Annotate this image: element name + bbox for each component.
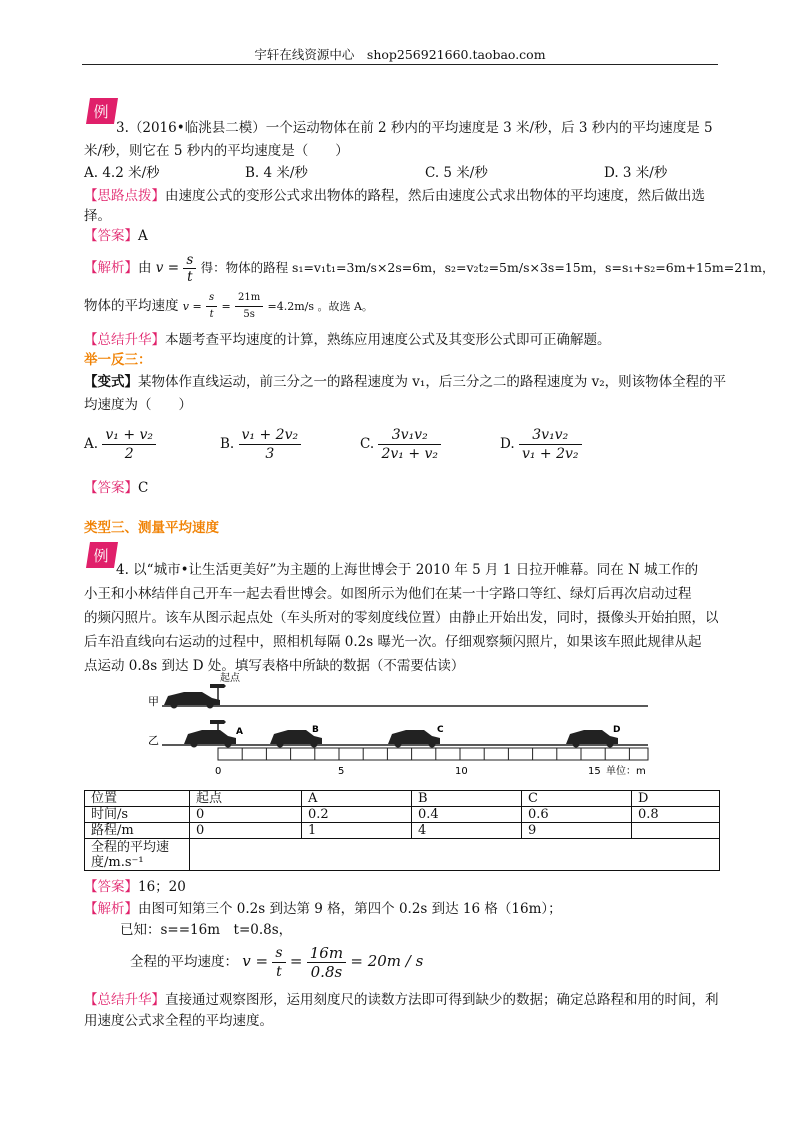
table-row-average [85,839,720,871]
practice-option-d: D. $\frac{\text{3v₁v₂}}{\text{v₁ + 2v₂}}$ [500,425,582,463]
table-cell-average-value [190,839,720,871]
table-cell: B [412,791,522,807]
car-c [388,725,444,748]
practice-answer [84,478,148,498]
answer-text: A [138,228,148,244]
table-row [85,791,720,807]
variant-tag: 【变式】 [84,374,138,390]
q3-explain-line2 [84,290,373,323]
tick-5: 5 [338,766,345,777]
label-yi: 乙 [148,734,159,747]
q3-line2: 米/秒，则它在 5 秒内的平均速度是（ ） [84,143,349,159]
data-table [84,790,720,871]
table-cell [632,823,720,839]
practice-question-line2: 均速度为（ ） [84,397,192,413]
svg-text:D: D [613,725,621,735]
table-cell-average-label [85,839,190,871]
svg-text:例: 例 [93,547,109,565]
variant-text: 某物体作直线运动，前三分之一的路程速度为 v₁，后三分之二的路程速度为 v₂，则该物体全程的平 [138,374,727,390]
header-divider [82,64,718,65]
q4-line2: 小王和小林结伴自己开车一起去看世博会。如图所示为他们在某一十字路口等红、绿灯后再次启动过程 [84,586,692,602]
explain-text: 得：物体的路程 s₁=v₁t₁=3m/s×2s=6m，s₂=v₂t₂=5m/s×3s=15m，s=s₁+s₂=6m+15m=21m， [200,260,775,275]
table-cell: A [302,791,412,807]
q3-explain-line1 [84,252,775,285]
q3-option-c: C. 5 米/秒 [425,165,488,181]
summary-text: 本题考查平均速度的计算，熟练应用速度公式及其变形公式即可正确解题。 [165,332,611,348]
answer-text: C [138,480,149,496]
label-jia: 甲 [148,695,159,708]
table-cell: D [632,791,720,807]
type3-title: 类型三、测量平均速度 [84,520,219,536]
avg-label-part1: 全程的平均速 [91,839,170,855]
strobe-photo-figure [140,672,680,782]
q4-avg-speed: 全程的平均速度： v = $\frac{s}{t}$ = $\frac{16m}{0.8s}$ = 20m / s [130,944,424,981]
car-d [566,725,620,748]
q3-option-a: A. 4.2 米/秒 [84,165,160,181]
formula-fraction-st: $\frac{s}{t}$ [206,290,217,323]
svg-text:C: C [437,725,444,735]
table-cell: C [522,791,632,807]
hint-text: 由速度公式的变形公式求出物体的路程，然后由速度公式求出物体的平均速度，然后做出选 [165,188,705,204]
q4-known: 已知：s==16m t=0.8s， [120,922,293,938]
answer-tag: 【答案】 [84,228,138,244]
table-cell: 0.8 [632,807,720,823]
formula-eq: = [221,300,231,313]
start-label: 起点 [220,673,240,684]
formula-result: =4.2m/s 。故选 A。 [267,300,373,313]
q3-hint-line1 [84,186,705,206]
table-cell: 4 [412,823,522,839]
summary-tag: 【总结升华】 [84,332,165,348]
practice-option-c: C. $\frac{\text{3v₁v₂}}{\text{2v₁ + v₂}}$ [360,425,441,463]
q3-option-b: B. 4 米/秒 [245,165,308,181]
q4-answer: 【答案】16；20 [84,879,186,895]
explain-tag: 【解析】 [84,260,138,276]
table-cell: 1 [302,823,412,839]
avg-label-part2: 度/m.s⁻¹ [91,854,144,870]
table-cell: 起点 [190,791,302,807]
table-cell: 0 [190,823,302,839]
practice-option-b: B. $\frac{\text{v₁ + 2v₂}}{3}$ [220,425,301,463]
q3-line1: 3.（2016•临洮县二模）一个运动物体在前 2 秒内的平均速度是 3 米/秒，后 3 秒内的平均速度是 5 [116,120,713,136]
table-cell: 0.6 [522,807,632,823]
table-cell: 0.4 [412,807,522,823]
example-badge-2 [84,540,120,570]
q4-line1: 4. 以“城市•让生活更美好”为主题的上海世博会于 2010 年 5 月 1 日拉开帷幕。同在 N 城工作的 [116,562,699,578]
tick-15: 15 [588,766,601,777]
table-cell: 9 [522,823,632,839]
table-cell: 0 [190,807,302,823]
hint-tag: 【思路点拨】 [84,188,165,204]
badge-text: 例 [93,103,109,121]
practice-title: 举一反三： [84,352,152,368]
table-cell: 时间/s [85,807,190,823]
q4-line4: 后车沿直线向右运动的过程中，照相机每隔 0.2s 曝光一次。仔细观察频闪照片，如果该车照此规律从起 [84,634,702,650]
q3-option-d: D. 3 米/秒 [604,165,668,181]
svg-text:A: A [236,727,243,737]
formula-v: v = [155,260,180,276]
table-cell: 位置 [85,791,190,807]
example-badge [84,96,120,126]
answer-tag: 【答案】 [84,480,138,496]
formula-v2: v = [182,300,202,313]
table-cell: 0.2 [302,807,412,823]
q3-summary [84,330,611,350]
table-row [85,823,720,839]
page-header: 宇轩在线资源中心 shop256921660.taobao.com [254,47,546,62]
q4-line3: 的频闪照片。该车从图示起点处（车头所对的零刻度线位置）由静止开始出发，同时，摄像头开始拍照，以 [84,610,719,626]
q4-explain: 【解析】由图可知第三个 0.2s 到达第 9 格，第四个 0.2s 到达 16 格（16m）； [84,901,562,917]
formula-fraction: $\frac{s}{t}$ [183,252,196,285]
svg-text:B: B [312,725,319,735]
q4-line5: 点运动 0.8s 到达 D 处。填写表格中所缺的数据（不需要估读） [84,658,465,674]
practice-option-a: A. $\frac{\text{v₁ + v₂}}{2}$ [84,425,156,463]
avg-speed-label: 物体的平均速度 [84,298,179,314]
table-cell: 路程/m [85,823,190,839]
practice-question-line1 [84,372,726,392]
q4-summary-line2: 用速度公式求全程的平均速度。 [84,1013,273,1029]
car-a [236,727,243,737]
car-b [270,725,322,748]
tick-10: 10 [455,766,468,777]
formula-fraction-values: $\frac{21m}{5s}$ [235,290,263,323]
q3-hint-line2: 择。 [84,208,111,224]
ruler [218,748,648,760]
tick-0: 0 [215,766,222,777]
table-row [85,807,720,823]
q3-answer [84,226,148,246]
unit-label: 单位：m [606,766,646,777]
q4-summary-line1: 【总结升华】直接通过观察图形，运用刻度尺的读数方法即可得到缺少的数据；确定总路程和用的时间，利 [84,992,719,1008]
explain-prefix: 由 [138,260,152,276]
